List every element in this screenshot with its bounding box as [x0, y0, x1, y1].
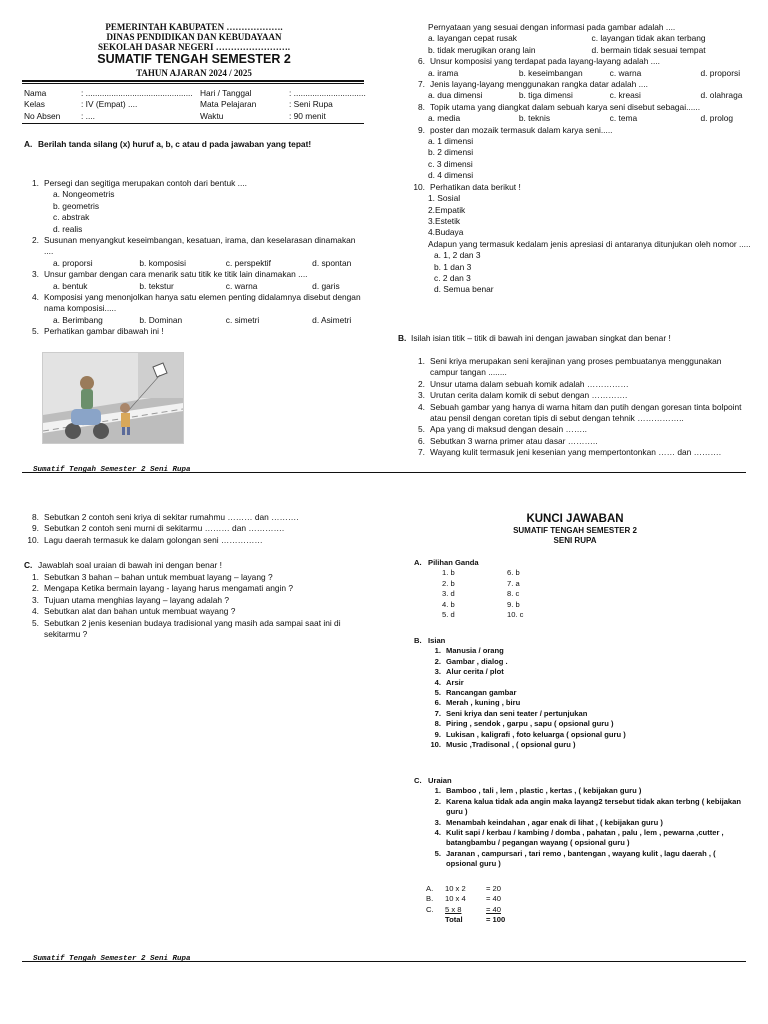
key-b-answer: Arsir [446, 677, 464, 687]
score-row: C. 5 x 8 = 40 [426, 904, 501, 914]
student-info [24, 88, 366, 122]
q4-option[interactable]: d. Asimetri [312, 314, 352, 325]
fill-question-6: 6. Sebutkan 3 warna primer atau dasar ……….. [418, 435, 598, 446]
question-9: 9. poster dan mozaik termasuk dalam karya seni..... [418, 124, 613, 135]
q9-option[interactable]: a. 1 dimensi [428, 136, 474, 147]
key-a-answer: 4. b [442, 599, 455, 609]
field-kelas: : IV (Empat) .... [81, 99, 138, 110]
label-hari: Hari / Tanggal [200, 88, 252, 98]
key-a-col-right [507, 568, 523, 620]
q2-option[interactable]: a. proporsi [53, 257, 93, 268]
header-government: PEMERINTAH KABUPATEN ………………. [105, 22, 283, 32]
q10-option[interactable]: b. 1 dan 3 [434, 261, 472, 272]
label-waktu: Waktu [200, 110, 224, 121]
fill-question-2: 2. Unsur utama dalam sebuah komik adalah …………… [418, 378, 629, 389]
q1-option[interactable]: b. geometris [53, 200, 100, 211]
key-b-answer: Merah , kuning , biru [446, 698, 521, 708]
label-nama: Nama [24, 88, 47, 98]
question-4: 4. Komposisi yang menonjolkan hanya satu elemen penting didalamnya disebut dengan nama komposisi..... [32, 292, 361, 314]
key-a-answers [414, 568, 523, 620]
fill-question-1: 1. Seni kriya merupakan seni kerajinan yang proses pembuatanya menggunakan campur tangan ........ [418, 356, 722, 378]
illustration-svg [43, 353, 183, 443]
footer-divider-1 [22, 472, 746, 473]
q9-options [410, 136, 755, 182]
field-mapel: : Seni Rupa [289, 99, 333, 110]
page-footer-2: Sumatif Tengah Semester 2 Seni Rupa [33, 955, 191, 963]
q7-option[interactable]: b. tiga dimensi [518, 90, 573, 101]
q2-option[interactable]: c. perspektif [225, 257, 271, 268]
q4-option[interactable]: b. Dominan [139, 314, 183, 325]
question-5: 5. Perhatikan gambar dibawah ini ! [32, 326, 164, 337]
score-total: Total = 100 [445, 915, 506, 925]
key-a-answer: 10. c [507, 610, 524, 620]
key-b-answer: Alur cerita / plot [446, 667, 504, 677]
answer-key-title: KUNCI JAWABAN [526, 513, 624, 525]
fill-question-3: 3. Urutan cerita dalam komik di sebut dengan …………. [418, 390, 628, 401]
q6-option[interactable]: d. proporsi [700, 67, 741, 78]
exam-header [22, 22, 366, 52]
q5-option[interactable]: d. bermain tidak sesuai tempat [591, 44, 706, 55]
q8-options [410, 113, 755, 124]
key-a-answer: 3. d [442, 589, 455, 599]
question-6: 6. Unsur komposisi yang terdapat pada layang-layang adalah .... [418, 56, 660, 67]
header-divider-thin [22, 83, 364, 84]
q10-data-list [410, 193, 755, 250]
kite-street-illustration [42, 352, 184, 444]
q8-option[interactable]: c. tema [609, 113, 638, 124]
key-c-answer: Bamboo , tali , lem , plastic , kertas , ( kebijakan guru ) [446, 786, 642, 796]
score-row: B. 10 x 4 = 40 [426, 894, 501, 904]
section-c-instruction: C. Jawablah soal uraian di bawah ini dengan benar ! [24, 560, 222, 570]
question-3: 3. Unsur gambar dengan cara menarik satu titik ke titik lain dinamakan .... [32, 269, 308, 280]
q6-options [410, 68, 755, 79]
field-waktu: : 90 menit [289, 110, 326, 121]
section-a-questions-left [24, 178, 364, 338]
exam-title: SUMATIF TENGAH SEMESTER 2 [97, 52, 291, 66]
key-c-answer: Menambah keindahan , agar enak di lihat , ( kebijakan guru ) [446, 817, 663, 827]
section-a-questions-right [410, 22, 755, 296]
score-row: A. 10 x 2 = 20 [426, 884, 501, 893]
q7-option[interactable]: d. olahraga [700, 90, 743, 101]
section-b-instruction: B. Isilah isian titik – titik di bawah ini dengan jawaban singkat dan benar ! [398, 333, 671, 343]
q4-option[interactable]: a. Berimbang [53, 314, 103, 325]
page-footer-1: Sumatif Tengah Semester 2 Seni Rupa [33, 466, 191, 474]
header-divider [22, 80, 364, 82]
q7-option[interactable]: a. dua dimensi [428, 90, 483, 101]
header-school: SEKOLAH DASAR NEGERI ……………………. [97, 42, 291, 52]
question-2: 2. Susunan menyangkut keseimbangan, kesatuan, irama, dan keselarasan dinamakan .... [32, 235, 356, 257]
q10-option[interactable]: d. Semua benar [434, 284, 494, 295]
key-b-answer: Gambar , dialog . [446, 656, 508, 666]
key-b-answer: Piring , sendok , garpu , sapu ( opsional guru ) [446, 719, 614, 729]
key-a-answer: 2. b [442, 578, 455, 588]
fill-question-9: 9. Sebutkan 2 contoh seni murni di sekitarmu ……… dan …………. [32, 523, 285, 534]
q6-option[interactable]: b. keseimbangan [518, 67, 583, 78]
question-10: 10. Perhatikan data berikut ! [413, 181, 521, 192]
answer-key-subtitle: SUMATIF TENGAH SEMESTER 2 [513, 526, 637, 535]
score-table [426, 884, 505, 926]
section-a-instruction: A. Berilah tanda silang (x) huruf a, b, c atau d pada jawaban yang tepat! [24, 139, 312, 149]
q6-option[interactable]: a. irama [428, 67, 459, 78]
key-section-b: B. Isian 1. Manusia / orang 2. Gambar , dialog . 3. Alur cerita / plot 4. Arsir 5. Rancangan gambar 6. Merah , kuning , biru 7. Seni kriya dan seni teater / pertunjukan 8. Piring , sendok , garpu , sapu ( opsional guru ) 9. Lukisan , kaligrafi , foto keluarga ( opsional guru ) 10. Music ,Tradisonal , ( opsional guru ) [414, 636, 744, 750]
q9-option[interactable]: c. 3 dimensi [428, 158, 473, 169]
key-section-a: A. Pilihan Ganda 1. b 2. b 3. d 4. b 5. d 6. b 7. a 8. c 9. b 10. c [414, 558, 524, 620]
q10-data-item: 3.Estetik [428, 215, 461, 226]
key-b-answer: Music ,Tradisonal , ( opsional guru ) [446, 740, 576, 750]
key-section-c: C. Uraian 1. Bamboo , tali , lem , plastic , kertas , ( kebijakan guru ) 2. Karena kalua tidak ada angin maka layang2 tersebut tidak akan terbng ( kebijakan guru ) 3. Menambah keindahan , agar enak di lihat , ( kebijakan guru ) 4. Kulit sapi / kerbau / kambing / domba , pahatan , palu , lem , pewarna ,cutter , batangbambu / pegangan wayang ( opsional guru ) 5. Jaranan , campursari , tari remo , bantengan , wayang kulit , lagu daerah , ( opsional guru ) [414, 776, 744, 870]
key-b-answer: Rancangan gambar [446, 688, 517, 698]
fill-question-8: 8. Sebutkan 2 contoh seni kriya di sekitar rumahmu ……… dan ………. [32, 512, 299, 522]
q10-options [410, 250, 755, 296]
q7-option[interactable]: c. kreasi [609, 90, 641, 101]
essay-question-2: 2. Mengapa Ketika bermain layang - layang harus mengamati angin ? [32, 583, 294, 594]
q4-option[interactable]: c. simetri [225, 314, 260, 325]
q1-option[interactable]: a. Nongeometris [53, 189, 115, 200]
header-department: DINAS PENDIDIKAN DAN KEBUDAYAAN [106, 32, 282, 42]
question-8: 8. Topik utama yang diangkat dalam sebuah karya seni disebut sebagai...... [418, 101, 701, 112]
key-a-answer: 9. b [507, 599, 520, 609]
q8-option[interactable]: b. teknis [518, 113, 551, 124]
q9-option[interactable]: b. 2 dimensi [428, 147, 474, 158]
q5-option[interactable]: a. layangan cepat rusak [428, 33, 517, 44]
label-mapel: Mata Pelajaran [200, 99, 257, 110]
key-c-answers: 1. Bamboo , tali , lem , plastic , kertas , ( kebijakan guru ) 2. Karena kalua tidak ada angin maka layang2 tersebut tidak akan terbng ( kebijakan guru ) 3. Menambah keindahan , agar enak di lihat , ( kebijakan guru ) 4. Kulit sapi / kerbau / kambing / domba , pahatan , palu , lem , pewarna ,cutter , batangbambu / pegangan wayang ( opsional guru ) 5. Jaranan , campursari , tari remo , bantengan , wayang kulit , lagu daerah , ( opsional guru ) [414, 786, 744, 869]
q2-option[interactable]: d. spontan [312, 257, 352, 268]
essay-question-1: 1. Sebutkan 3 bahan – bahan untuk membuat layang – layang ? [32, 572, 273, 582]
q1-option[interactable]: d. realis [53, 223, 83, 234]
q5-option[interactable]: c. layangan tidak akan terbang [591, 33, 706, 44]
q1-option[interactable]: c. abstrak [53, 212, 90, 223]
key-a-answer: 5. d [442, 610, 455, 620]
q10-data-item: 4.Budaya [428, 227, 464, 238]
q4-options [24, 315, 364, 326]
fill-question-7: 7. Wayang kulit termasuk jeni kesenian yang mempertontonkan …… dan ………. [418, 447, 722, 458]
key-a-answer: 1. b [442, 568, 455, 578]
q3-option[interactable]: d. garis [312, 280, 340, 291]
q10-option[interactable]: c. 2 dan 3 [434, 272, 471, 283]
q3-option[interactable]: a. bentuk [53, 280, 88, 291]
answer-key-subject: SENI RUPA [553, 536, 597, 545]
field-hari[interactable]: : ............................... [289, 88, 366, 98]
field-nama[interactable]: : .............................................. [81, 88, 193, 98]
q9-option[interactable]: d. 4 dimensi [428, 170, 474, 181]
q10-data-item: 2.Empatik [428, 204, 466, 215]
key-b-answers: 1. Manusia / orang 2. Gambar , dialog . 3. Alur cerita / plot 4. Arsir 5. Rancangan gambar 6. Merah , kuning , biru 7. Seni kriya dan seni teater / pertunjukan 8. Piring , sendok , garpu , sapu ( opsional guru ) 9. Lukisan , kaligrafi , foto keluarga ( opsional guru ) 10. Music ,Tradisonal , ( opsional guru ) [414, 646, 744, 750]
q2-options [24, 258, 364, 269]
q3-option[interactable]: b. tekstur [139, 280, 174, 291]
key-a-answer: 6. b [507, 568, 520, 578]
q5-option[interactable]: b. tidak merugikan orang lain [428, 44, 536, 55]
essay-question-4: 4. Sebutkan alat dan bahan untuk membuat wayang ? [32, 606, 236, 617]
key-c-answer: Jaranan , campursari , tari remo , bantengan , wayang kulit , lagu daerah , ( opsional guru ) [446, 848, 716, 869]
key-a-answer: 8. c [507, 589, 520, 599]
q8-option[interactable]: d. prolog [700, 113, 734, 124]
fill-question-5: 5. Apa yang di maksud dengan desain …….. [418, 424, 587, 435]
q10-option[interactable]: a. 1, 2 dan 3 [434, 250, 481, 261]
essay-question-3: 3. Tujuan utama menghias layang – layang adalah ? [32, 594, 229, 605]
section-b-questions [410, 356, 750, 459]
question-1: 1. Persegi dan segitiga merupakan contoh dari bentuk .... [32, 178, 247, 188]
field-absen[interactable]: : .... [81, 110, 95, 121]
q2-option[interactable]: b. komposisi [139, 257, 186, 268]
answer-key-header [410, 512, 740, 546]
q5-options [410, 33, 755, 56]
question-7: 7. Jenis layang-layang menggunakan rangka datar adalah .... [418, 79, 648, 90]
q7-options [410, 90, 755, 101]
q10-data-item: 1. Sosial [428, 193, 461, 204]
key-a-answer: 7. a [507, 578, 520, 588]
label-absen: No Absen [24, 110, 61, 121]
fill-question-10: 10. Lagu daerah termasuk ke dalam golongan seni …………… [27, 534, 263, 545]
q10-stem: Adapun yang termasuk kedalam jenis apresiasi di antaranya ditunjukan oleh nomor ..... [428, 238, 751, 249]
q5-stem: Pernyataan yang sesuai dengan informasi pada gambar adalah .... [428, 22, 676, 32]
exam-year: TAHUN AJARAN 2024 / 2025 [136, 68, 252, 78]
q3-options [24, 281, 364, 292]
key-c-answer: Kulit sapi / kerbau / kambing / domba , pahatan , palu , lem , pewarna ,cutter , batangbambu / pegangan wayang ( opsional guru ) [446, 828, 724, 848]
key-a-col-left [442, 568, 507, 620]
section-b-questions-continued [24, 512, 364, 546]
key-b-answer: Seni kriya dan seni teater / pertunjukan [446, 708, 588, 718]
key-b-answer: Lukisan , kaligrafi , foto keluarga ( opsional guru ) [446, 729, 626, 739]
q1-options [24, 189, 364, 235]
label-kelas: Kelas [24, 99, 45, 110]
q8-option[interactable]: a. media [428, 113, 461, 124]
info-divider [22, 123, 364, 124]
q3-option[interactable]: c. warna [225, 280, 258, 291]
footer-divider-2 [22, 961, 746, 962]
fill-question-4: 4. Sebuah gambar yang hanya di warna hitam dan putih dengan goresan tinta bolpoint atau pensil dengan coretan tipis di sebut dengan tehnik …………….. [418, 401, 742, 424]
section-c-questions [24, 572, 364, 640]
q6-option[interactable]: c. warna [609, 67, 642, 78]
key-c-answer: Karena kalua tidak ada angin maka layang2 tersebut tidak akan terbng ( kebijakan guru ) [446, 796, 741, 817]
key-b-answer: Manusia / orang [446, 646, 504, 656]
essay-question-5: 5. Sebutkan 2 jenis kesenian budaya tradisional yang masih ada sampai saat ini di sekitarmu ? [32, 617, 341, 640]
